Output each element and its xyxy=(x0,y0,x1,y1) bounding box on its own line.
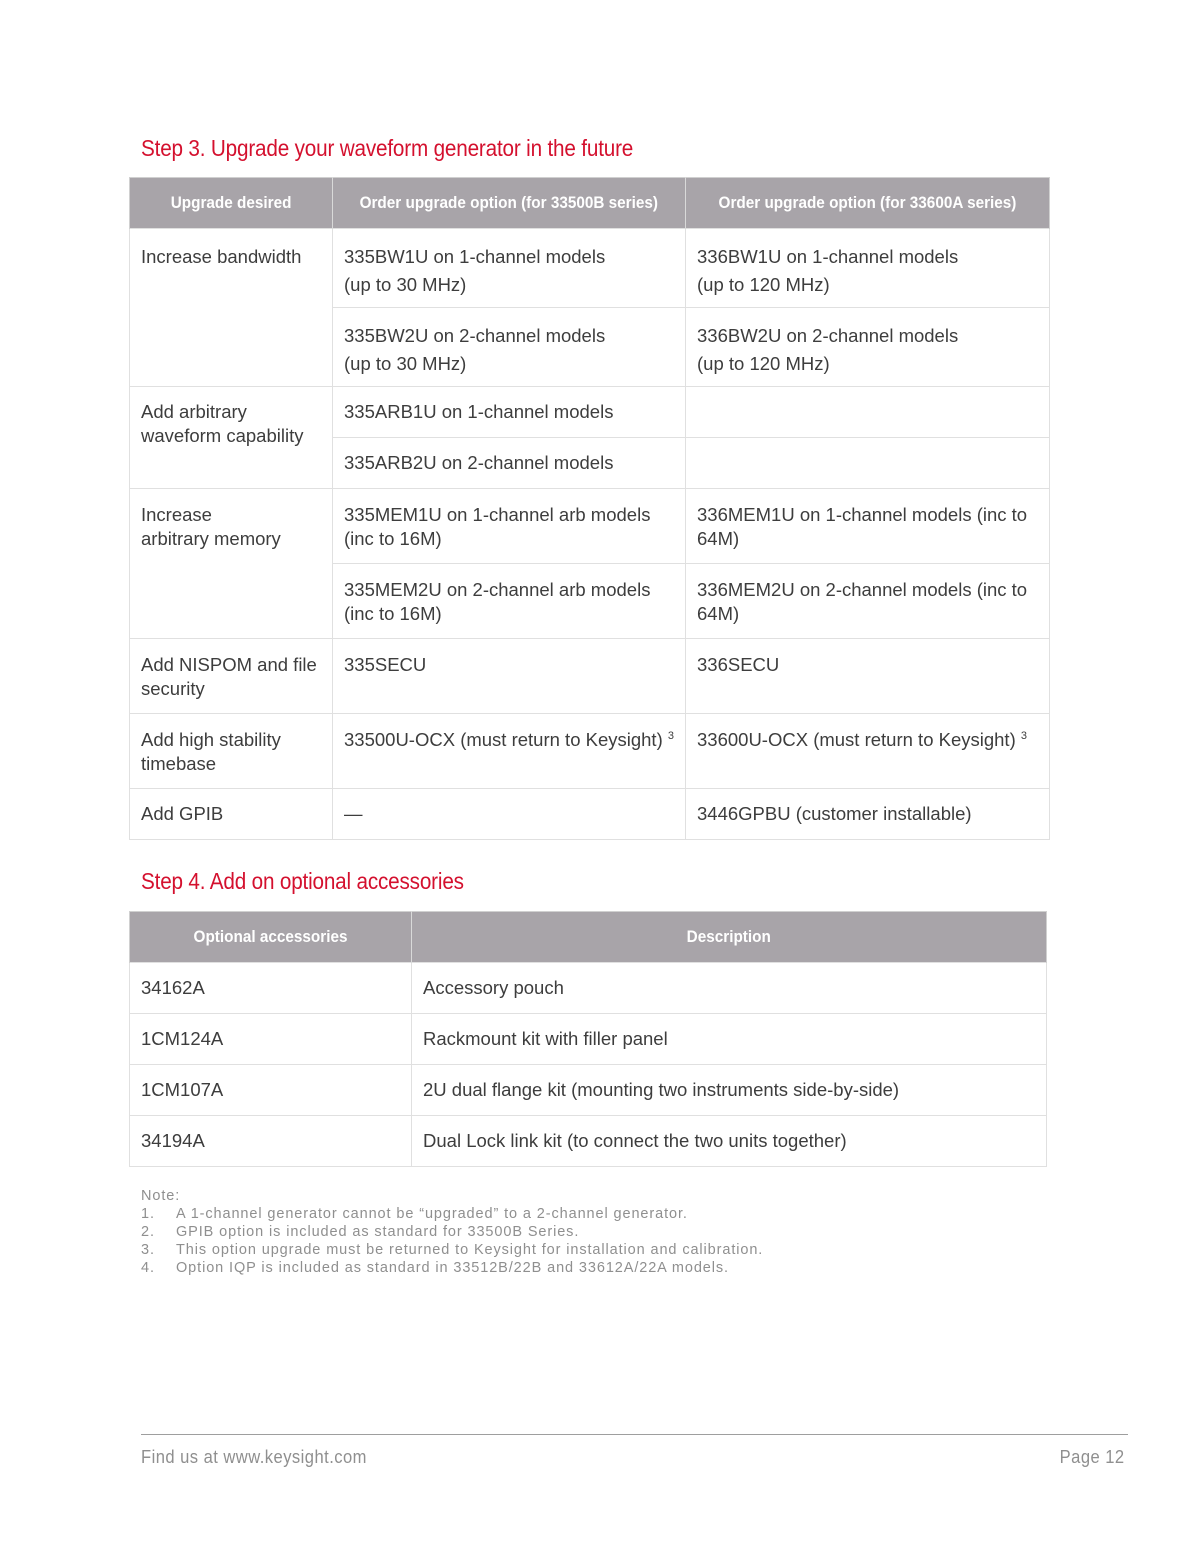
part-description: Accessory pouch xyxy=(412,963,1047,1014)
table-cell: 336BW1U on 1-channel models (up to 120 MHz) xyxy=(686,229,1050,308)
row-label: Increase bandwidth xyxy=(130,229,333,387)
note-item: 4. Option IQP is included as standard in 33512B/22B and 33612A/22A models. xyxy=(141,1260,729,1276)
part-number: 1CM124A xyxy=(130,1014,412,1065)
table-row xyxy=(130,387,1050,438)
notes-section xyxy=(141,1187,763,1277)
table-row xyxy=(130,1116,1047,1167)
table-cell: 3446GPBU (customer installable) xyxy=(686,789,1050,840)
table-cell: 336SECU xyxy=(686,639,1050,714)
column-header: Order upgrade option (for 33600A series) xyxy=(686,178,1050,229)
column-header: Description xyxy=(412,912,1047,963)
row-label: Add high stability timebase xyxy=(130,714,333,789)
table-row xyxy=(130,789,1050,840)
page-number: Page 12 xyxy=(1060,1447,1125,1467)
column-header: Order upgrade option (for 33500B series) xyxy=(333,178,686,229)
table-cell xyxy=(686,438,1050,489)
table-row xyxy=(130,963,1047,1014)
table-cell: 336BW2U on 2-channel models (up to 120 MHz) xyxy=(686,308,1050,387)
table-cell xyxy=(686,387,1050,438)
column-header: Optional accessories xyxy=(130,912,412,963)
row-label: Add GPIB xyxy=(130,789,333,840)
table-cell: 336MEM1U on 1-channel models (inc to 64M) xyxy=(686,489,1050,564)
table-header-row xyxy=(130,178,1050,229)
table-cell: 335MEM2U on 2-channel arb models (inc to 16M) xyxy=(333,564,686,639)
table-row xyxy=(130,1014,1047,1065)
table-cell: 335ARB1U on 1-channel models xyxy=(333,387,686,438)
table-row xyxy=(130,229,1050,308)
footer-website-link[interactable]: Find us at www.keysight.com xyxy=(141,1447,367,1467)
table-row xyxy=(130,714,1050,789)
footnote-ref: 3 xyxy=(1020,729,1028,742)
note-item: 2. GPIB option is included as standard for 33500B Series. xyxy=(141,1224,580,1240)
table-cell: 336MEM2U on 2-channel models (inc to 64M) xyxy=(686,564,1050,639)
accessories-table xyxy=(129,911,1047,1167)
note-item: 3. This option upgrade must be returned to Keysight for installation and calibration. xyxy=(141,1242,764,1258)
table-cell: 33500U-OCX (must return to Keysight) $^3$ xyxy=(333,714,686,789)
notes-heading: Note: xyxy=(141,1188,181,1204)
part-number: 34194A xyxy=(130,1116,412,1167)
table-row xyxy=(130,639,1050,714)
row-label: Add arbitrary waveform capability xyxy=(130,387,333,489)
table-cell: — xyxy=(333,789,686,840)
table-cell: 335BW1U on 1-channel models (up to 30 MHz) xyxy=(333,229,686,308)
row-label: Add NISPOM and file security xyxy=(130,639,333,714)
part-number: 34162A xyxy=(130,963,412,1014)
footnote-ref: 3 xyxy=(667,729,675,742)
table-cell: 33600U-OCX (must return to Keysight) $^3$ xyxy=(686,714,1050,789)
part-number: 1CM107A xyxy=(130,1065,412,1116)
table-cell: 335MEM1U on 1-channel arb models (inc to 16M) xyxy=(333,489,686,564)
table-cell: 335SECU xyxy=(333,639,686,714)
step4-title: Step 4. Add on optional accessories xyxy=(141,868,464,894)
row-label: Increase arbitrary memory xyxy=(130,489,333,639)
table-cell: 335BW2U on 2-channel models (up to 30 MHz) xyxy=(333,308,686,387)
table-cell: 335ARB2U on 2-channel models xyxy=(333,438,686,489)
table-row xyxy=(130,489,1050,564)
table-row xyxy=(130,1065,1047,1116)
part-description: Rackmount kit with filler panel xyxy=(412,1014,1047,1065)
table-header-row xyxy=(130,912,1047,963)
step3-title: Step 3. Upgrade your waveform generator in the future xyxy=(141,135,634,161)
note-item: 1. A 1-channel generator cannot be “upgraded” to a 2-channel generator. xyxy=(141,1206,688,1222)
part-description: Dual Lock link kit (to connect the two units together) xyxy=(412,1116,1047,1167)
column-header: Upgrade desired xyxy=(130,178,333,229)
footer-divider xyxy=(141,1434,1128,1435)
upgrade-options-table xyxy=(129,177,1050,840)
part-description: 2U dual flange kit (mounting two instruments side-by-side) xyxy=(412,1065,1047,1116)
